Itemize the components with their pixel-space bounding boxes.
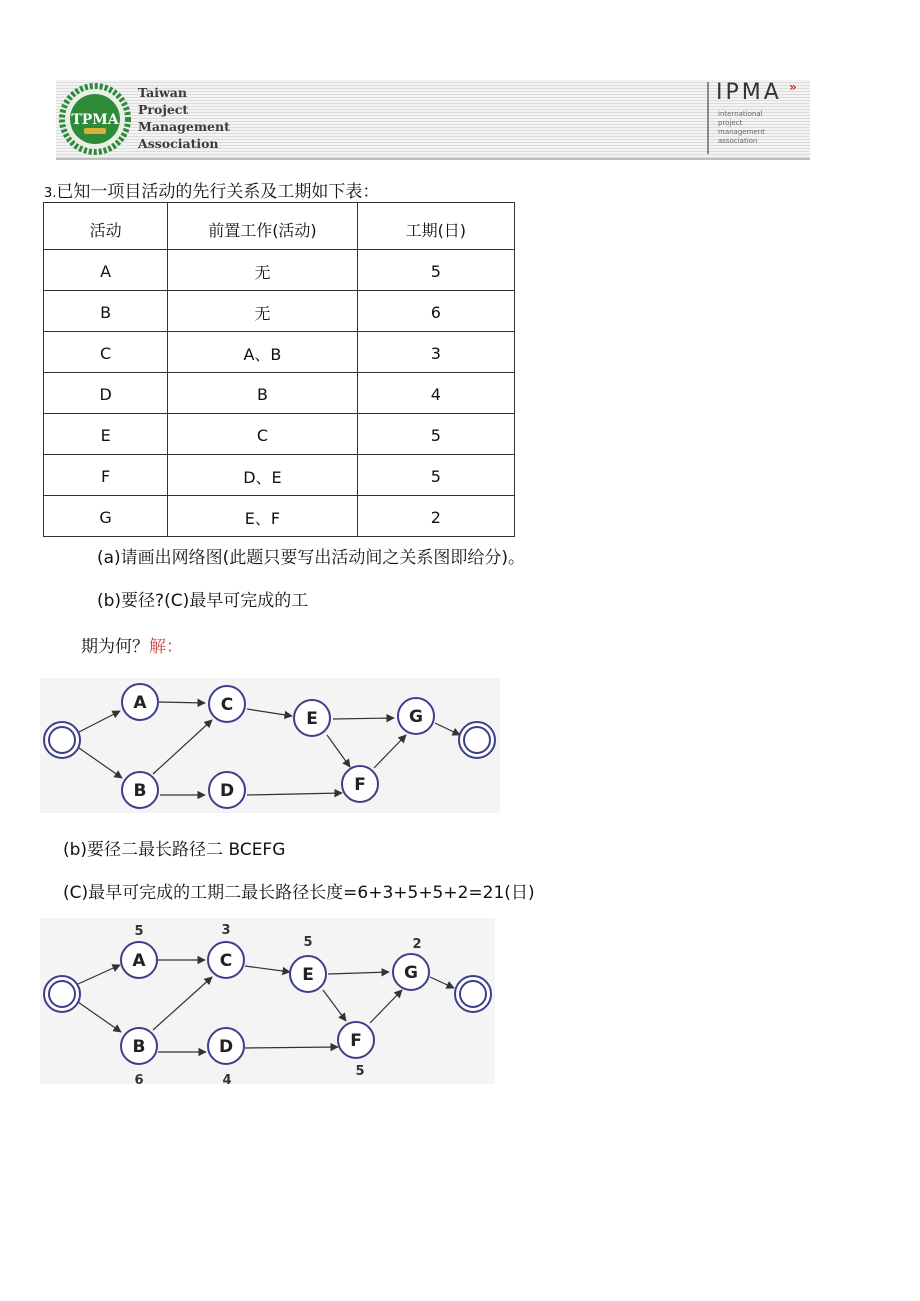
- table-row: [44, 250, 515, 291]
- cell-duration: 4: [357, 373, 514, 414]
- table-header-row: [44, 203, 515, 250]
- ipma-divider: [707, 82, 709, 154]
- ipma-sub-line: international: [718, 110, 763, 118]
- header-banner: [56, 80, 810, 160]
- header-duration: 工期(日): [357, 203, 514, 250]
- node-g-label: G: [409, 707, 423, 727]
- node-g-label: G: [404, 963, 418, 983]
- node-e-label: E: [306, 709, 318, 729]
- cell-activity: F: [44, 455, 168, 496]
- end-node-inner: [464, 727, 490, 753]
- cell-predecessor: A、B: [168, 332, 357, 373]
- node-b-label: B: [132, 1037, 146, 1057]
- tpma-line: Project: [138, 102, 189, 117]
- duration-a: 5: [134, 924, 144, 939]
- node-c-label: C: [220, 695, 234, 715]
- duration-c: 3: [221, 923, 231, 938]
- duration-d: 4: [222, 1073, 232, 1084]
- answer-b: (b)要径二最长路径二 BCEFG: [63, 840, 286, 860]
- prompt-a: (a)请画出网络图(此题只要写出活动间之关系图即给分)。: [97, 548, 525, 568]
- tpma-line: Management: [138, 119, 230, 134]
- table-row: [44, 373, 515, 414]
- duration-b: 6: [134, 1073, 144, 1084]
- network-diagram-durations: [40, 918, 495, 1084]
- cell-predecessor: E、F: [168, 496, 357, 537]
- ipma-sub-line: project: [718, 119, 743, 127]
- node-a-label: A: [132, 951, 146, 971]
- table-row: [44, 332, 515, 373]
- tpma-seal-text: TPMA: [71, 112, 119, 128]
- cell-predecessor: B: [168, 373, 357, 414]
- cell-duration: 5: [357, 455, 514, 496]
- duration-g: 2: [412, 937, 422, 952]
- ipma-arrows-icon: »: [789, 80, 797, 94]
- cell-predecessor: C: [168, 414, 357, 455]
- table-row: [44, 414, 515, 455]
- cell-activity: D: [44, 373, 168, 414]
- prompt-c: [81, 632, 183, 657]
- cell-activity: B: [44, 291, 168, 332]
- cell-activity: G: [44, 496, 168, 537]
- cell-duration: 6: [357, 291, 514, 332]
- tpma-name: [138, 84, 230, 152]
- cell-predecessor: D、E: [168, 455, 357, 496]
- question-title: [44, 177, 379, 202]
- node-c-label: C: [219, 951, 233, 971]
- question-text: 已知一项目活动的先行关系及工期如下表：: [56, 182, 380, 202]
- cell-activity: A: [44, 250, 168, 291]
- node-f-label: F: [354, 775, 366, 795]
- ipma-subtitle: [718, 110, 765, 146]
- node-d-label: D: [218, 1037, 234, 1057]
- node-f-label: F: [350, 1031, 362, 1051]
- tpma-line: Taiwan: [138, 85, 187, 100]
- schedule-table: [43, 202, 515, 537]
- tpma-seal-logo: [58, 82, 132, 156]
- ipma-sub-line: association: [718, 137, 758, 145]
- end-node-inner: [460, 981, 486, 1007]
- duration-e: 5: [303, 935, 313, 950]
- cell-activity: C: [44, 332, 168, 373]
- ipma-logo: IPMA: [716, 80, 782, 105]
- node-b-label: B: [133, 781, 147, 801]
- cell-activity: E: [44, 414, 168, 455]
- cell-duration: 2: [357, 496, 514, 537]
- tpma-line: Association: [138, 136, 219, 151]
- header-predecessor: 前置工作(活动): [168, 203, 357, 250]
- cell-duration: 5: [357, 414, 514, 455]
- header-activity: 活动: [44, 203, 168, 250]
- node-a-label: A: [133, 693, 147, 713]
- network-diagram-a: [40, 678, 500, 813]
- table-row: [44, 496, 515, 537]
- answer-c: (C)最早可完成的工期二最长路径长度=6+3+5+5+2=21(日): [63, 883, 535, 903]
- cell-predecessor: 无: [168, 291, 357, 332]
- cell-duration: 3: [357, 332, 514, 373]
- question-number: 3.: [44, 186, 57, 201]
- answer-label: 解：: [149, 637, 183, 657]
- ipma-sub-line: management: [718, 128, 765, 136]
- table-row: [44, 455, 515, 496]
- duration-f: 5: [355, 1064, 365, 1079]
- node-e-label: E: [302, 965, 314, 985]
- start-node-inner: [49, 727, 75, 753]
- prompt-b: (b)要径?(C)最早可完成的工: [97, 591, 309, 611]
- start-node-inner: [49, 981, 75, 1007]
- cell-duration: 5: [357, 250, 514, 291]
- prompt-c-text: 期为何？: [81, 637, 149, 657]
- cell-predecessor: 无: [168, 250, 357, 291]
- table-row: [44, 291, 515, 332]
- node-d-label: D: [219, 781, 235, 801]
